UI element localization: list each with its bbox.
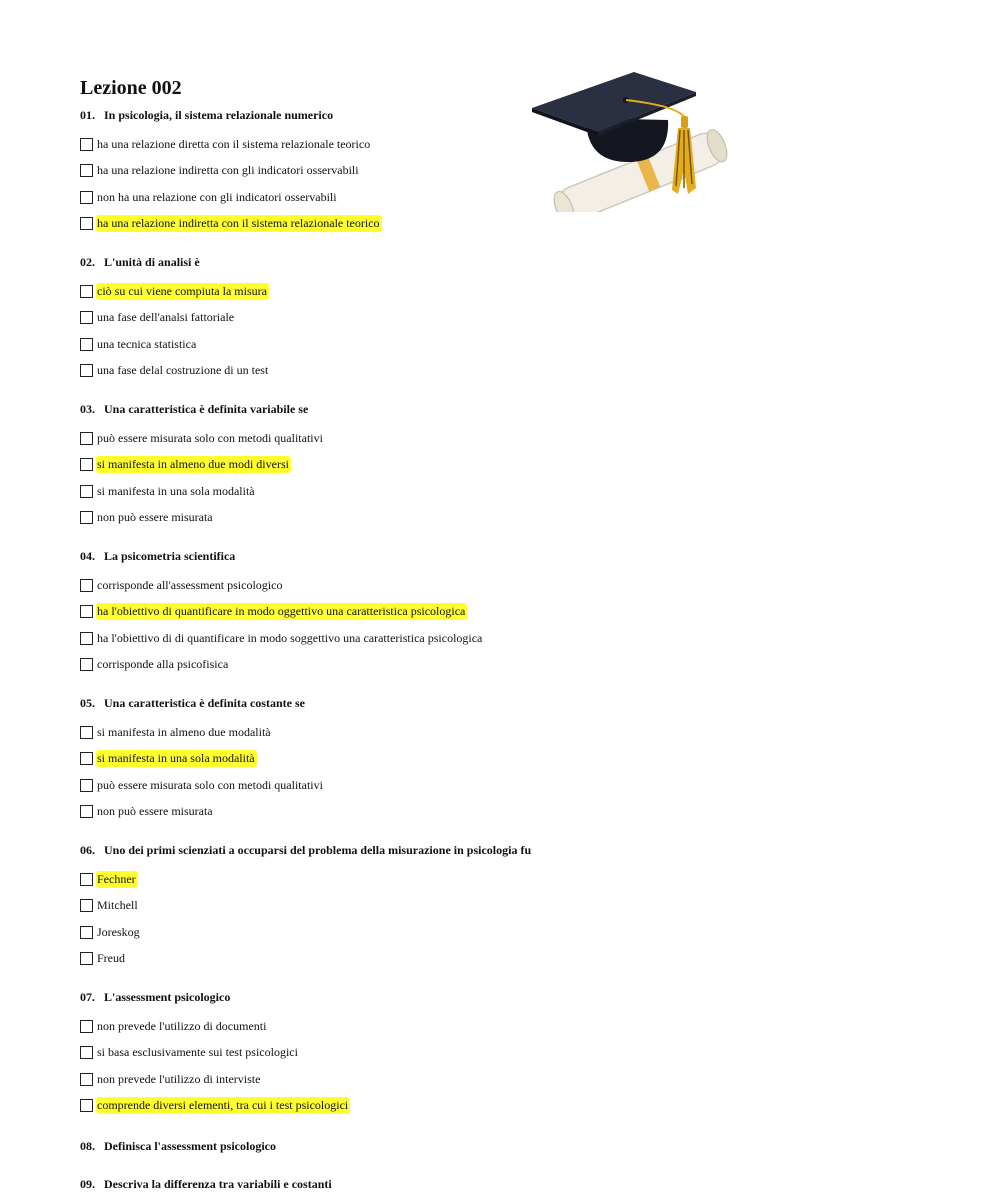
answer-list: [80, 278, 960, 384]
question-number: 04.: [80, 549, 95, 563]
question-heading: [80, 841, 960, 859]
answer-text: si manifesta in almeno due modi diversi: [97, 457, 289, 472]
answer-checkbox[interactable]: [80, 338, 93, 351]
answer-option[interactable]: [80, 1040, 960, 1067]
answer-checkbox[interactable]: [80, 1020, 93, 1033]
answer-option[interactable]: [80, 158, 960, 185]
question-number: 02.: [80, 255, 95, 269]
question-text: L'unità di analisi è: [104, 255, 200, 269]
answer-text: si basa esclusivamente sui test psicologici: [97, 1045, 298, 1060]
answer-option[interactable]: [80, 505, 960, 532]
question-heading: [80, 694, 960, 712]
answer-checkbox[interactable]: [80, 952, 93, 965]
open-question: [80, 1137, 960, 1155]
answer-list: [80, 131, 960, 237]
answer-text: corrisponde all'assessment psicologico: [97, 577, 283, 592]
question-heading: [80, 547, 960, 565]
question-number: 03.: [80, 402, 95, 416]
answer-checkbox[interactable]: [80, 191, 93, 204]
answer-option[interactable]: [80, 358, 960, 385]
question-heading: [80, 400, 960, 418]
question-item: [80, 547, 960, 678]
answer-option[interactable]: [80, 919, 960, 946]
answer-list: [80, 572, 960, 678]
open-question: [80, 1175, 960, 1193]
answer-text: ha una relazione indiretta con gli indicatori osservabili: [97, 163, 359, 178]
answer-option-correct[interactable]: [80, 1093, 960, 1120]
answer-option[interactable]: [80, 131, 960, 158]
answer-list: [80, 1013, 960, 1119]
answer-checkbox[interactable]: [80, 485, 93, 498]
answer-option-correct[interactable]: [80, 278, 960, 305]
answer-text: può essere misurata solo con metodi qualitativi: [97, 777, 323, 792]
answer-text: si manifesta in una sola modalità: [97, 751, 255, 766]
question-item: [80, 841, 960, 972]
question-heading: [80, 253, 960, 271]
answer-checkbox[interactable]: [80, 511, 93, 524]
question-text: Descriva la differenza tra variabili e costanti: [104, 1177, 332, 1191]
answer-checkbox[interactable]: [80, 164, 93, 177]
graduation-cap-diploma-icon: [528, 70, 738, 212]
answer-checkbox[interactable]: [80, 1073, 93, 1086]
question-number: 01.: [80, 108, 95, 122]
answer-checkbox[interactable]: [80, 432, 93, 445]
answer-text: corrisponde alla psicofisica: [97, 657, 229, 672]
answer-checkbox[interactable]: [80, 726, 93, 739]
answer-option[interactable]: [80, 572, 960, 599]
answer-text: Joreskog: [97, 924, 140, 939]
answer-checkbox[interactable]: [80, 779, 93, 792]
answer-checkbox[interactable]: [80, 364, 93, 377]
answer-text: una fase delal costruzione di un test: [97, 363, 269, 378]
answer-checkbox[interactable]: [80, 632, 93, 645]
answer-checkbox[interactable]: [80, 899, 93, 912]
answer-option-correct[interactable]: [80, 452, 960, 479]
answer-checkbox[interactable]: [80, 658, 93, 671]
question-heading: [80, 106, 960, 124]
answer-checkbox[interactable]: [80, 579, 93, 592]
answer-option[interactable]: [80, 1013, 960, 1040]
answer-text: non prevede l'utilizzo di interviste: [97, 1071, 261, 1086]
answer-checkbox[interactable]: [80, 926, 93, 939]
question-number: 05.: [80, 696, 95, 710]
answer-text: si manifesta in una sola modalità: [97, 483, 255, 498]
question-item: [80, 694, 960, 825]
answer-option[interactable]: [80, 425, 960, 452]
question-list: [80, 106, 960, 1193]
answer-list: [80, 425, 960, 531]
question-text: In psicologia, il sistema relazionale numerico: [104, 108, 334, 122]
question-text: Una caratteristica è definita variabile se: [104, 402, 309, 416]
answer-option[interactable]: [80, 625, 960, 652]
answer-text: una tecnica statistica: [97, 336, 197, 351]
answer-checkbox[interactable]: [80, 805, 93, 818]
answer-checkbox[interactable]: [80, 1046, 93, 1059]
answer-option[interactable]: [80, 772, 960, 799]
answer-text: non può essere misurata: [97, 804, 213, 819]
answer-text: Fechner: [97, 871, 136, 886]
answer-checkbox[interactable]: [80, 217, 93, 230]
answer-option[interactable]: [80, 719, 960, 746]
answer-text: si manifesta in almeno due modalità: [97, 724, 271, 739]
answer-text: ha una relazione indiretta con il sistema relazionale teorico: [97, 216, 380, 231]
answer-checkbox[interactable]: [80, 458, 93, 471]
answer-text: non può essere misurata: [97, 510, 213, 525]
answer-option[interactable]: [80, 946, 960, 973]
answer-checkbox[interactable]: [80, 285, 93, 298]
answer-option[interactable]: [80, 893, 960, 920]
answer-list: [80, 866, 960, 972]
question-text: L'assessment psicologico: [104, 990, 231, 1004]
answer-text: ha l'obiettivo di quantificare in modo oggettivo una caratteristica psicologica: [97, 604, 466, 619]
answer-option[interactable]: [80, 652, 960, 679]
answer-text: una fase dell'analsi fattoriale: [97, 310, 235, 325]
question-number: 06.: [80, 843, 95, 857]
answer-text: Freud: [97, 951, 125, 966]
question-item: [80, 106, 960, 237]
answer-option-correct[interactable]: [80, 599, 960, 626]
answer-text: Mitchell: [97, 898, 138, 913]
answer-checkbox[interactable]: [80, 873, 93, 886]
answer-checkbox[interactable]: [80, 1099, 93, 1112]
answer-option[interactable]: [80, 305, 960, 332]
question-text: Uno dei primi scienziati a occuparsi del problema della misurazione in psicologia fu: [104, 843, 532, 857]
answer-checkbox[interactable]: [80, 605, 93, 618]
answer-text: ha l'obiettivo di di quantificare in modo soggettivo una caratteristica psicologica: [97, 630, 483, 645]
lesson-page: [80, 76, 960, 1193]
answer-text: comprende diversi elementi, tra cui i test psicologici: [97, 1098, 349, 1113]
question-number: 08.: [80, 1139, 95, 1153]
answer-text: non prevede l'utilizzo di documenti: [97, 1018, 267, 1033]
question-item: [80, 253, 960, 384]
question-text: Definisca l'assessment psicologico: [104, 1139, 276, 1153]
answer-checkbox[interactable]: [80, 138, 93, 151]
question-heading: [80, 988, 960, 1006]
question-number: 07.: [80, 990, 95, 1004]
answer-checkbox[interactable]: [80, 752, 93, 765]
answer-text: non ha una relazione con gli indicatori osservabili: [97, 189, 337, 204]
lesson-title: Lezione 002: [80, 77, 182, 99]
answer-text: ciò su cui viene compiuta la misura: [97, 283, 267, 298]
answer-option[interactable]: [80, 478, 960, 505]
answer-option-correct[interactable]: [80, 746, 960, 773]
answer-option[interactable]: [80, 184, 960, 211]
question-text: La psicometria scientifica: [104, 549, 236, 563]
answer-option[interactable]: [80, 1066, 960, 1093]
answer-list: [80, 719, 960, 825]
answer-text: ha una relazione diretta con il sistema relazionale teorico: [97, 136, 371, 151]
answer-option[interactable]: [80, 799, 960, 826]
question-text: Una caratteristica è definita costante se: [104, 696, 305, 710]
question-item: [80, 400, 960, 531]
answer-checkbox[interactable]: [80, 311, 93, 324]
answer-option-correct[interactable]: [80, 866, 960, 893]
answer-text: può essere misurata solo con metodi qualitativi: [97, 430, 323, 445]
question-item: [80, 988, 960, 1119]
answer-option-correct[interactable]: [80, 211, 960, 238]
answer-option[interactable]: [80, 331, 960, 358]
question-number: 09.: [80, 1177, 95, 1191]
